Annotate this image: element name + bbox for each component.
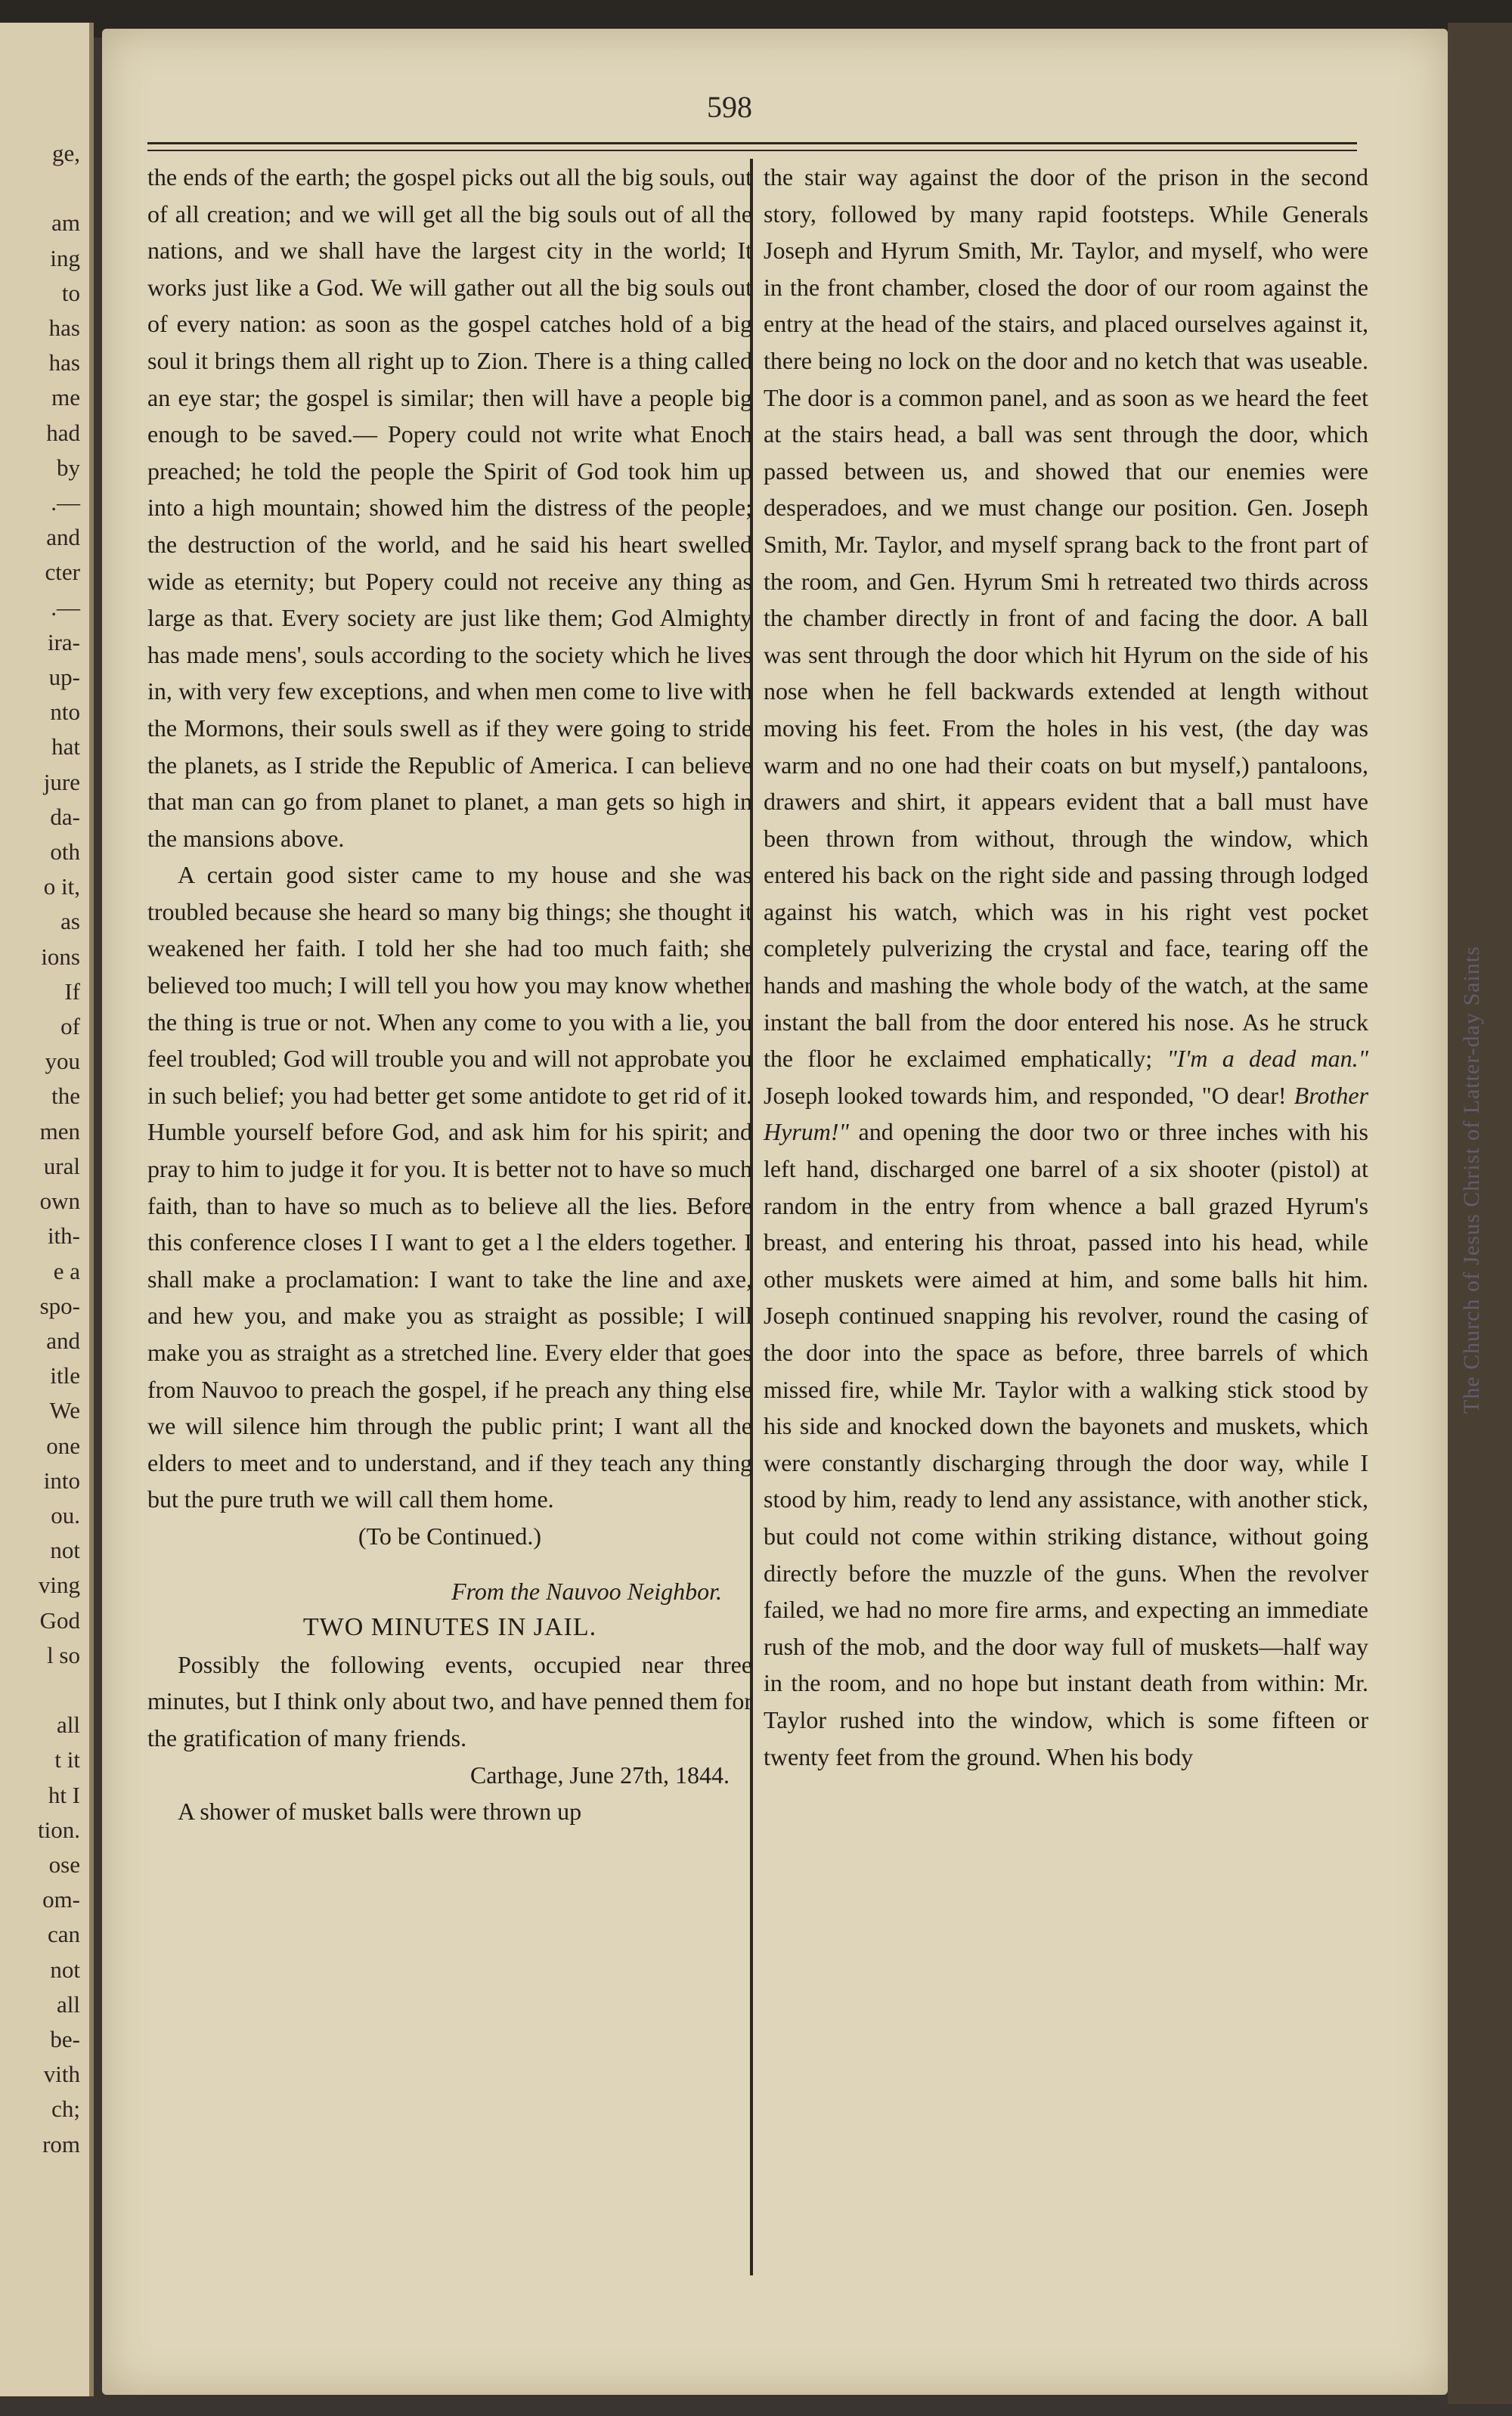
- right-column: [764, 159, 1368, 1775]
- facing-page-fragment: into: [43, 1467, 80, 1494]
- article-paragraph: [764, 159, 1368, 1775]
- facing-page-fragment: one: [46, 1432, 80, 1459]
- facing-page-fragment: of: [60, 1013, 80, 1040]
- facing-page-fragment: vith: [43, 2061, 80, 2088]
- facing-page-fragment: all: [57, 1711, 80, 1739]
- article-headline: TWO MINUTES IN JAIL.: [302, 1613, 597, 1642]
- facing-page-fragment: by: [57, 454, 80, 481]
- article-text: Joseph looked towards him, and responded, "O dear!: [764, 1081, 1287, 1109]
- facing-page-fragment: ira-: [47, 628, 80, 655]
- facing-page-fragment: ht I: [48, 1781, 80, 1808]
- article-source: From the Nauvoo Neighbor.: [451, 1577, 722, 1605]
- facing-page-fragment: own: [39, 1188, 80, 1215]
- facing-page-fragment: o it,: [43, 873, 80, 900]
- library-stamp: The Church of Jesus Christ of Latter-day Saints: [1459, 946, 1484, 1414]
- facing-page-fragment: .—: [51, 593, 80, 621]
- facing-page-fragment: the: [51, 1083, 80, 1110]
- facing-page-fragment: t it: [54, 1746, 80, 1773]
- facing-page-fragment: had: [46, 419, 80, 446]
- facing-page-fragment: spo-: [39, 1292, 80, 1319]
- article-text: and opening the door two or three inches with his left hand, discharged one barrel of a six shooter (pistol) at random in the entry from whence a ball grazed Hyrum's breast, and entering his throat, passed into his head, while other muskets were aimed at him, and some balls hit him. Joseph continued snapping his revolver, round the casing of the door into the space as before, three barrels of which missed fire, while Mr. Taylor with a walking stick stood by his side and knocked down the bayonets and muskets, which were constantly discharging through the door way, while I stood by him, ready to lend any assistance, with another stick, but could not come within striking distance, without going directly before the muzzle of the guns. When the revolver failed, we had no more fire arms, and expecting an immediate rush of the mob, and the door way full of muskets—half way in the room, and no hope but instant death from within: Mr. Taylor rushed into the window, which is some fifteen or twenty feet from the ground. When his body: [764, 1118, 1368, 1770]
- facing-page-fragment: hat: [51, 733, 80, 760]
- sermon-paragraph: the ends of the earth; the gospel picks out all the big souls, out of all creation; and we will get all the big souls out of all the nations, and we shall have the largest city in the world; It works just like a God. We will gather out all the big souls out of every nation: as soon as the gospel catches hold of a big soul it brings them all right up to Zion. There is a thing called an eye star; the gospel is similar; then will have a people big enough to be saved.— Popery could not write what Enoch preached; he told the people the Spirit of God took him up into a high mountain; showed him the distress of the people; the destruction of the world, and he said his heart swelled wide as eternity; but Popery could not receive any thing as large as that. Every society are just like them; God Almighty has made mens', souls according to the society which he lives in, with very few exceptions, and when men come to live with the Mormons, their souls swell as if they were going to stride the planets, as I stride the Republic of America. I can believe that man can go from planet to planet, a man gets so high in the mansions above.: [147, 163, 752, 852]
- facing-page-fragment: rom: [42, 2130, 80, 2157]
- facing-page-fragment: has: [48, 314, 80, 342]
- facing-page-text-fragments: [0, 23, 89, 2162]
- facing-page-fragment: itle: [50, 1362, 80, 1389]
- facing-page-fragment: da-: [50, 803, 80, 830]
- facing-page-fragment: God: [39, 1606, 80, 1634]
- article-dateline: Carthage, June 27th, 1844.: [469, 1761, 730, 1789]
- facing-page-fragment: ch;: [51, 2095, 80, 2123]
- facing-page-fragment: be-: [50, 2025, 80, 2052]
- facing-page-fragment: and: [46, 524, 80, 551]
- facing-page-fragment: as: [60, 908, 80, 935]
- article-text: the stair way against the door of the prison in the second story, followed by many rapid footsteps. While Generals Joseph and Hyrum Smith, Mr. Taylor, and myself, who were in the front chamber, closed the door of our room against the entry at the head of the stairs, and placed ourselves against it, there being no lock on the door and no ketch that was useable. The door is a common panel, and as soon as we heard the feet at the stairs head, a ball was sent through the door, which passed between us, and showed that our enemies were desperadoes, and we must change our position. Gen. Joseph Smith, Mr. Taylor, and myself sprang back to the front part of the room, and Gen. Hyrum Smi h retreated two thirds across the chamber directly in front of and facing the door. A ball was sent through the door which hit Hyrum on the side of his nose when he fell backwards extended at length without moving his feet. From the holes in his vest, (the day was warm and no one had their coats on but myself,) pantaloons, drawers and shirt, it appears evident that a ball must have been thrown from without, through the window, which entered his back on the right side and passing through lodged against his watch, which was in his right vest pocket completely pulverizing the crystal and face, tearing off the hands and mashing the whole body of the watch, at the same instant the ball from the door entered his nose. As he struck the floor he exclaimed emphatically;: [764, 163, 1368, 1073]
- facing-page-fragment: can: [47, 1921, 80, 1948]
- facing-page-fragment: not: [50, 1537, 80, 1564]
- header-rule: [147, 142, 1357, 144]
- page-number: 598: [707, 90, 752, 124]
- article-intro: Possibly the following events, occupied near three minutes, but I think only about two, and have penned them for the gratification of many friends.: [147, 1650, 752, 1752]
- facing-page-fragment: ou.: [51, 1501, 80, 1529]
- facing-page-fragment: If: [64, 977, 80, 1005]
- facing-page-fragment: has: [48, 349, 80, 376]
- facing-page-fragment: you: [45, 1048, 80, 1075]
- facing-page-fragment: and: [46, 1327, 80, 1354]
- facing-page-fragment: ose: [48, 1851, 80, 1878]
- continuation-note: (To be Continued.): [358, 1522, 542, 1550]
- facing-page-fragment: cter: [45, 559, 80, 586]
- facing-page-fragment: ions: [41, 943, 80, 970]
- facing-page-fragment: ge,: [51, 140, 80, 166]
- facing-page-fragment: .—: [51, 489, 80, 516]
- facing-page-fragment: ith-: [47, 1222, 80, 1250]
- facing-page-fragment: [0, 1673, 80, 1708]
- facing-page-fragment: ving: [38, 1572, 80, 1599]
- facing-page-fragment: [0, 171, 80, 206]
- facing-page-fragment: nto: [50, 698, 80, 726]
- facing-page-fragment: ing: [50, 244, 80, 271]
- facing-page-fragment: e a: [53, 1257, 80, 1284]
- article-paragraph: A shower of musket balls were thrown up: [178, 1798, 582, 1826]
- facing-page-edge: [0, 23, 94, 2396]
- facing-page-fragment: not: [50, 1956, 80, 1983]
- quote: Brother Hyrum!": [764, 1081, 1369, 1146]
- facing-page-fragment: to: [61, 279, 80, 306]
- quote: "I'm a dead man.": [1167, 1045, 1369, 1073]
- facing-page-fragment: up-: [48, 664, 80, 691]
- facing-page-fragment: jure: [43, 768, 80, 795]
- sermon-paragraph: A certain good sister came to my house and she was troubled because she heard so many big things; she thought it weakened her faith. I told her she had too much faith; she believed too much; I will tell you how you may know whether the thing is true or not. When any come to you with a lie, you feel troubled; God will trouble you and will not approbate you in such belief; you had better get some antidote to get rid of it. Humble yourself before God, and ask him for his spirit; and pray to him to judge it for you. It is better not to have so much faith, than to have so much as to believe all the lies. Before this conference closes I I want to get a l the elders together. I shall make a proclamation: I want to take the line and axe, and hew you, and make you as straight as possible; I will make you as straight as a stretched line. Every elder that goes from Nauvoo to preach the gospel, if he preach any thing else we will silence him through the public print; I want all the elders to meet and to understand, and if they teach any thing but the pure truth we will call them home.: [147, 861, 752, 1513]
- facing-page-fragment: men: [39, 1117, 80, 1145]
- facing-page-fragment: We: [49, 1397, 80, 1424]
- facing-page-fragment: am: [51, 209, 80, 237]
- facing-page-fragment: me: [51, 384, 80, 411]
- left-column: [147, 159, 752, 1830]
- facing-page-fragment: oth: [50, 838, 80, 866]
- header-rule-secondary: [147, 150, 1357, 151]
- facing-page-fragment: all: [57, 1990, 80, 2018]
- facing-page-fragment: om-: [42, 1886, 80, 1913]
- facing-page-fragment: ural: [43, 1152, 80, 1179]
- facing-page-fragment: tion.: [38, 1816, 80, 1843]
- facing-page-fragment: l so: [47, 1641, 80, 1668]
